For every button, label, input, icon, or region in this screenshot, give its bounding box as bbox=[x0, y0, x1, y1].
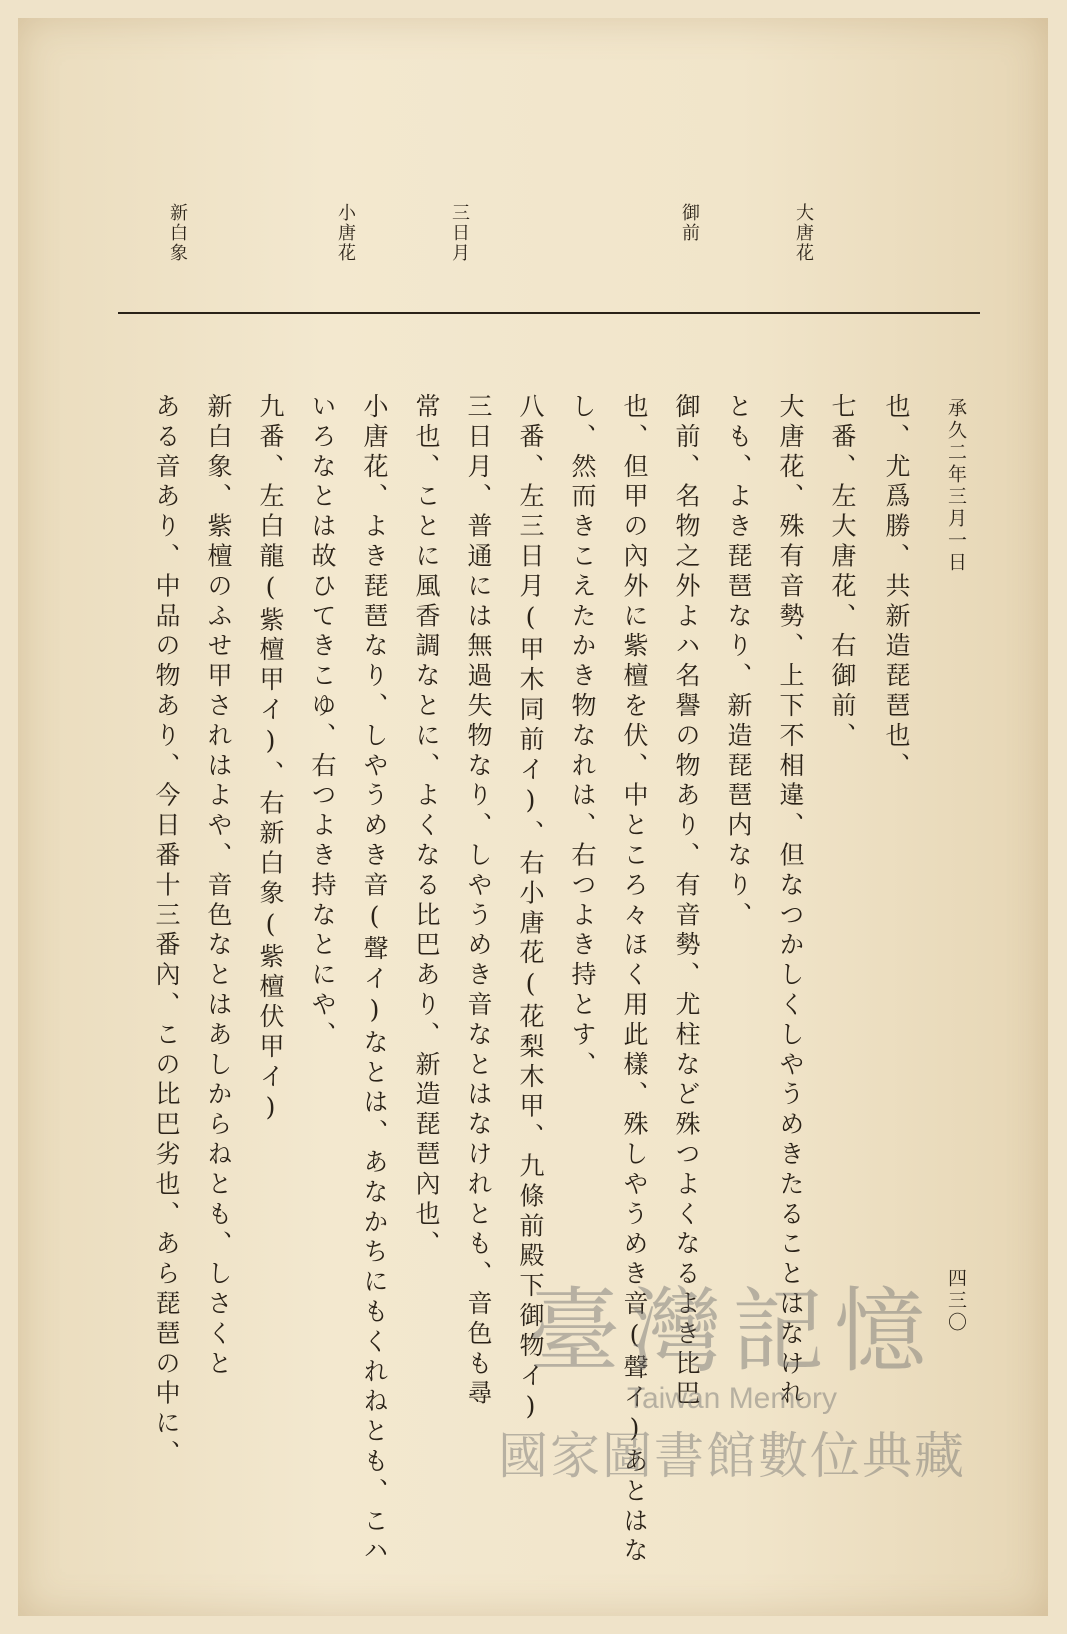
body-column-14: 新白象、紫檀のふせ甲されはよや、音色なとはあしからねとも、しさくと bbox=[204, 393, 233, 1380]
running-head: 承久二年三月一日 bbox=[945, 398, 967, 574]
watermark-english-text: Taiwan Memory bbox=[626, 1382, 838, 1415]
head-label-8: 新白象 bbox=[167, 203, 188, 263]
watermark-institution-text: 國家圖書館數位典藏 bbox=[498, 1427, 966, 1485]
body-column-12: いろなとは故ひてきこゆ、右つよき持なとにや、 bbox=[308, 393, 337, 1051]
body-column-6: 也、但甲の內外に紫檀を伏、中ところ々ほく用此樣、殊しやうめき音(聲イ)あとはな bbox=[620, 393, 649, 1568]
watermark bbox=[498, 1258, 966, 1488]
body-column-13: 九番、左白龍(紫檀甲イ)、右新白象(紫檀伏甲イ) bbox=[256, 393, 285, 1127]
body-column-4: とも、よき琵琶なり、新造琵琶内なり、 bbox=[724, 393, 753, 932]
head-label-5: 三日月 bbox=[449, 203, 470, 263]
watermark-brush-text: 臺灣記憶 bbox=[527, 1278, 936, 1385]
head-label-2: 御前 bbox=[679, 203, 700, 243]
body-column-11: 小唐花、よき琵琶なり、しやうめき音(聲イ)なとは、あなかちにもくれねとも、こハ bbox=[360, 393, 389, 1568]
body-column-1: 也、尤爲勝、共新造琵琶也、 bbox=[882, 393, 911, 782]
body-column-3: 大唐花、殊有音勢、上下不相違、但なつかしくしやうめきたることはなけれ bbox=[776, 393, 805, 1410]
body-column-8: 八番、左三日月(甲木同前イ)、右小唐花(花梨木甲、九條前殿下御物イ) bbox=[516, 393, 545, 1426]
body-column-5: 御前、名物之外よハ名譽の物あり、有音勢、尤柱など殊つよくなるよき比巴 bbox=[672, 393, 701, 1410]
body-column-10: 常也、ことに風香調なとに、よくなる比巴あり、新造琵琶內也、 bbox=[412, 393, 441, 1261]
head-label-1: 大唐花 bbox=[793, 203, 814, 263]
body-column-15: ある音あり、中品の物あり、今日番十三番內、この比巴劣也、あら琵琶の中に、 bbox=[152, 393, 181, 1470]
page-number: 四三〇 bbox=[945, 1268, 967, 1334]
body-column-2: 七番、左大唐花、右御前、 bbox=[828, 393, 857, 752]
body-column-7: し、然而きこえたかき物なれは、右つよき持とす、 bbox=[568, 393, 597, 1081]
head-label-6: 小唐花 bbox=[335, 203, 356, 263]
header-rule bbox=[118, 312, 980, 314]
body-column-9: 三日月、普通には無過失物なり、しやうめき音なとはなけれとも、音色も尋 bbox=[464, 393, 493, 1410]
page-sheet bbox=[18, 18, 1048, 1616]
